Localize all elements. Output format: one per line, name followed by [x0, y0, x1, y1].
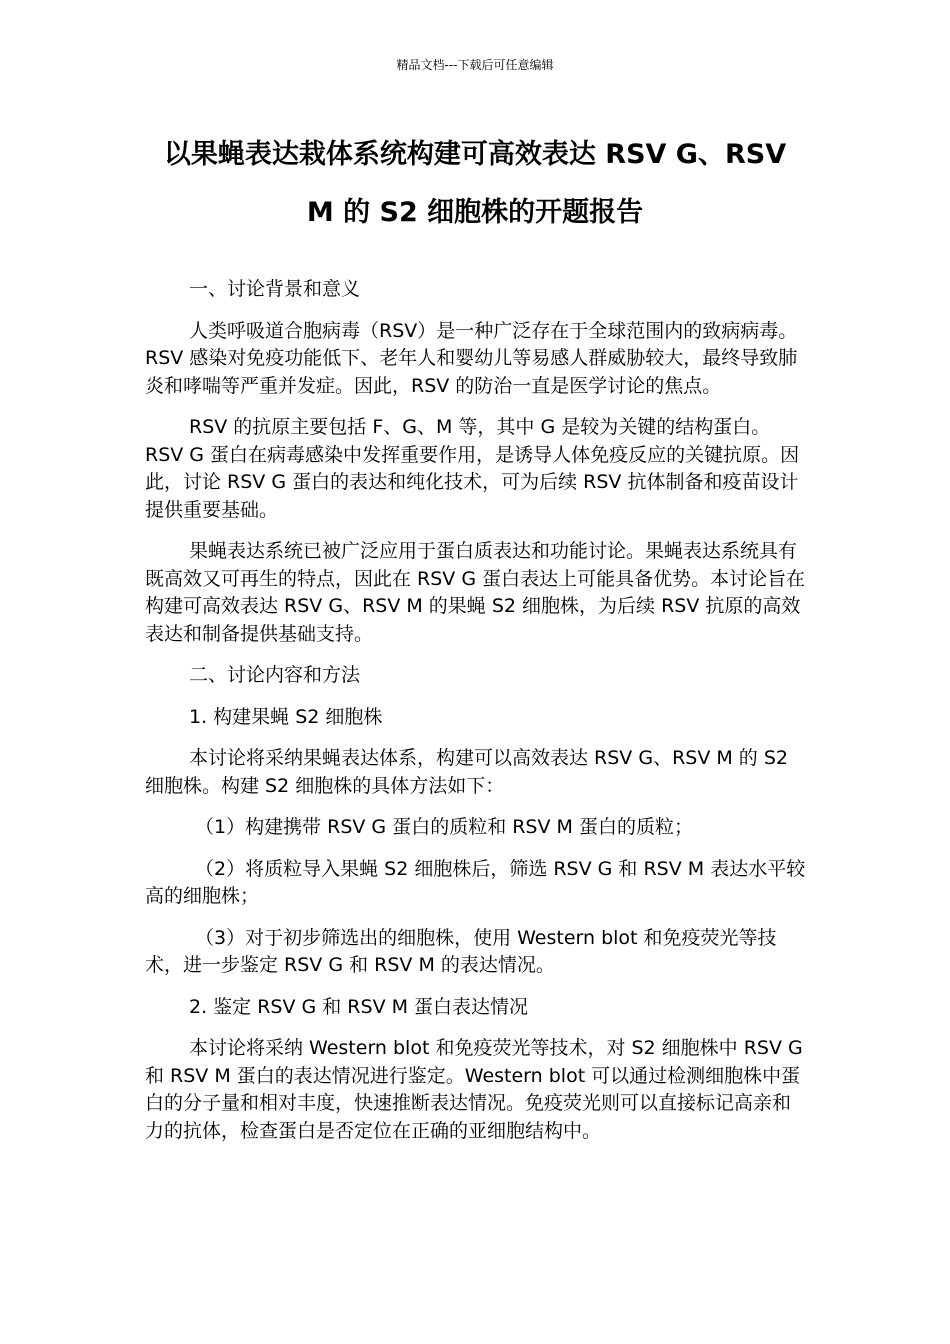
document-title-line-1: 以果蝇表达栽体系统构建可高效表达 RSV G、RSV: [163, 139, 787, 170]
document-body: [145, 276, 807, 1145]
paragraph-rsv-antigen: RSV 的抗原主要包括 F、G、M 等，其中 G 是较为关键的结构蛋白。RSV G 蛋白在病毒感染中发挥重要作用，是诱导人体免疫反应的关键抗原。因此，讨论 RSV G 蛋白的表达和纯化技术，可为后续 RSV 抗体制备和疫苗设计提供重要基础。: [145, 416, 800, 521]
document-title-line-2: M 的 S2 细胞株的开题报告: [306, 197, 644, 228]
section-heading-background: 一、讨论背景和意义: [189, 278, 361, 300]
paragraph-identify-method: 本讨论将采纳 Western blot 和免疫荧光等技术，对 S2 细胞株中 RSV G 和 RSV M 蛋白的表达情况进行鉴定。Western blot 可以通过检测细胞株中蛋白的分子量和相对丰度，快速推断表达情况。免疫荧光则可以直接标记高亲和力的抗体，检查蛋白是否定位在正确的亚细胞结构中。: [145, 1037, 803, 1142]
subheading-construct-s2: 1. 构建果蝇 S2 细胞株: [189, 705, 383, 728]
paragraph-rsv-intro: 人类呼吸道合胞病毒（RSV）是一种广泛存在于全球范围内的致病病毒。RSV 感染对免疫功能低下、老年人和婴幼儿等易感人群威胁较大，最终导致肺炎和哮喘等严重并发症。因此，RSV 的防治一直是医学讨论的焦点。: [145, 319, 798, 397]
section-heading-methods: 二、讨论内容和方法: [189, 664, 361, 686]
paragraph-construct-method: 本讨论将采纳果蝇表达体系，构建可以高效表达 RSV G、RSV M 的 S2 细胞株。构建 S2 细胞株的具体方法如下：: [145, 747, 788, 797]
subheading-identify-expression: 2. 鉴定 RSV G 和 RSV M 蛋白表达情况: [189, 995, 529, 1018]
list-item-step-1: （1）构建携带 RSV G 蛋白的质粒和 RSV M 蛋白的质粒；: [195, 816, 693, 838]
paragraph-drosophila-system: 果蝇表达系统已被广泛应用于蛋白质表达和功能讨论。果蝇表达系统具有既高效又可再生的特点，因此在 RSV G 蛋白表达上可能具备优势。本讨论旨在构建可高效表达 RSV G、RSV M 的果蝇 S2 细胞株，为后续 RSV 抗原的高效表达和制备提供基础支持。: [145, 540, 806, 645]
page-header-note: 精品文档---下载后可任意编辑: [396, 58, 554, 72]
list-item-step-2: （2）将质粒导入果蝇 S2 细胞株后，筛选 RSV G 和 RSV M 表达水平较高的细胞株；: [145, 857, 806, 907]
list-item-step-3: （3）对于初步筛选出的细胞株，使用 Western blot 和免疫荧光等技术，进一步鉴定 RSV G 和 RSV M 的表达情况。: [145, 926, 777, 976]
